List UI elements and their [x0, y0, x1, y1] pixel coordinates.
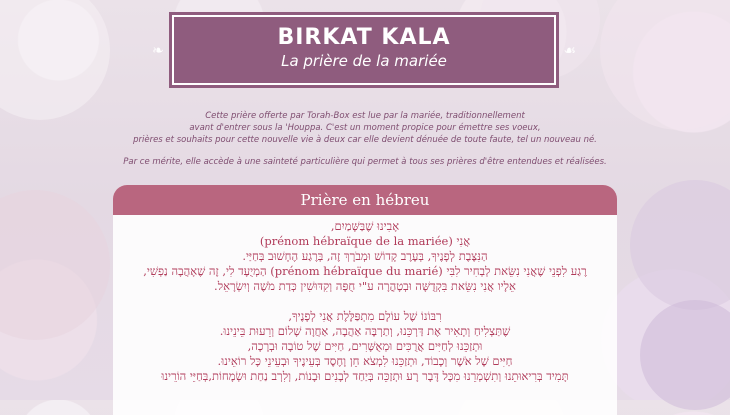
flower-decoration [630, 180, 730, 310]
prayer-line: שֶׁתַּצְלִיחַ וְתָאִיר אֶת דַּרְכֵּנוּ, וְתַרְבֶּה אַהֲבָה, אַחֲוָה שָׁלוֹם וְרֵעוּת בֵּינֵינוּ. [219, 324, 511, 338]
prayer-line: רֶגַע לִפְנֵי שֶׁאֲנִי נִשֵּׂאת לְבְחִיר לִבִּי (prénom hébraïque du marié) הַמְיֻעָד לִי, זֶה שֶׁאָהֲבָה נַפְשִׁי, [143, 264, 587, 278]
prayer-heading: Prière en hébreu [113, 185, 617, 215]
prayer-line: רִבּוֹנוֹ שֶׁל עוֹלָם מִתְפַּלֶּלֶת אֲנִי לְפָנֶיךָ, [288, 309, 442, 323]
flower-decoration [0, 0, 110, 120]
intro-line: Par ce mérite, elle accède à une sainteté particulière qui permet à tous ses prières d'être entendues et réalisées. [123, 157, 607, 167]
intro-text [115, 110, 615, 168]
prayer-line: אֲנִי (prénom hébraïque de la mariée) [259, 234, 471, 248]
intro-line: Cette prière offerte par Torah-Box est lue par la mariée, traditionnellement [205, 111, 525, 121]
prayer-line: הַנִּצֶּבֶת לְפָנֶיךָ, בְּעֶרֶב קָדוֹשׁ וּמְבֹרָךְ זֶה, בְּרֶגַע הֶחָשׁוּב בְּחַיַּי. [242, 249, 488, 263]
flower-decoration [600, 0, 730, 130]
page-title: BIRKAT KALA [277, 25, 451, 50]
prayer-line: תָּמִיד בְּרִיאוּתֵנוּ וְתִשְׁמְרֵנוּ מִכָּל דָּבָר רָע וּתְזַכֵּה בְּיַחַד לְבָנִים וּבָנוֹת, וְלִרְב נַחַת וּשְׂמָחוֹת,בְּחַיֵּי הוֹרֵינוּ [161, 369, 569, 383]
prayer-line: וּתְזַכֵּנוּ לְחַיִּים אֲרֻכִּים וּמְאֻשָּׁרִים, חַיִּים שֶׁל טוֹבָה וּבְרָכָה, [247, 339, 483, 353]
intro-line: avant d'entrer sous la 'Houppa. C'est un moment propice pour émettre ses voeux, [189, 123, 541, 133]
hebrew-prayer [113, 215, 617, 384]
prayer-panel [113, 185, 617, 415]
ornament-right-icon: ☙ [563, 43, 576, 59]
flower-decoration [640, 300, 730, 410]
title-banner [152, 15, 576, 85]
flower-decoration [0, 190, 110, 340]
page-subtitle: La prière de la mariée [281, 52, 447, 70]
prayer-line: אֵלָיו אֲנִי נִשֵּׂאת בִּקְדֻשָּׁה וּבְטָהֳרָה ע"י חֻפָּה וְקִדּוּשִׁין כְּדַת מֹשֶׁה וְיִשְׂרָאֵל. [214, 279, 516, 293]
ornament-left-icon: ❧ [152, 43, 164, 59]
prayer-line: אָבִינוּ שֶׁבַּשָּׁמַיִם, [330, 219, 400, 233]
intro-line: prières et souhaits pour cette nouvelle vie à deux car elle devient dénuée de toute faute, tel un nouveau né. [133, 135, 597, 145]
prayer-line: חַיִּים שֶׁל אֹשֶׁר וְכָבוֹד, וּתְזַכֵּנוּ לִמְצֹא חֵן וָחֶסֶד בְּעֵינֶיךָ וּבְעֵינֵי כָּל רוֹאֵינוּ. [217, 354, 513, 368]
